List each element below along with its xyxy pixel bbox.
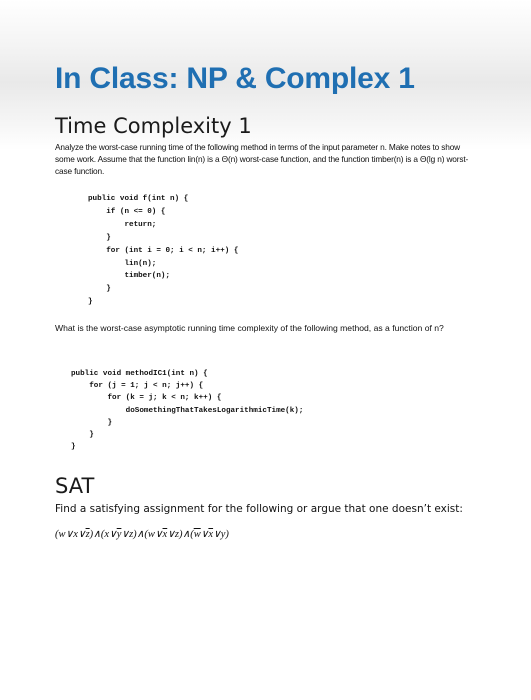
- code-line: public void methodIC1(int n) {: [71, 370, 208, 378]
- question-2-text: What is the worst-case asymptotic running time complexity of the following method, as a function of n?: [55, 323, 444, 333]
- clause-4: $(\overline{w}\vee\overline{x}\vee y)$: [190, 529, 229, 540]
- code-line: }: [88, 298, 93, 307]
- page-title: In Class: NP & Complex 1: [55, 62, 415, 95]
- code-line: }: [71, 431, 94, 440]
- sat-heading: SAT: [55, 474, 95, 498]
- clause-3: $(w\vee\overline{x}\vee z)$: [144, 529, 183, 540]
- sat-prompt: Find a satisfying assignment for the following or argue that one doesn’t exist:: [55, 503, 463, 515]
- code-block-methodIC1: [71, 368, 303, 453]
- code-block-f: [88, 193, 238, 309]
- code-line: if (n <= 0) {: [88, 207, 166, 216]
- clause-1: $(w\vee x\vee\overline{z})$: [55, 529, 94, 540]
- code-line: }: [71, 443, 76, 452]
- code-line: timber(n);: [88, 272, 171, 281]
- code-line: lin(n);: [88, 259, 157, 268]
- code-line: return;: [88, 220, 157, 229]
- time-complexity-description: Analyze the worst-case running time of the following method in terms of the input parameter n. Make notes to show some work. Assume that the function lin(n) is a Θ(n) worst-case function, and the function timber(n) is a Θ(lg n) worst-case function.: [55, 142, 469, 176]
- code-line: for (int i = 0; i < n; i++) {: [88, 246, 239, 255]
- code-line: for (j = 1; j < n; j++) {: [71, 382, 204, 391]
- code-line: for (k = j; k < n; k++) {: [71, 394, 222, 403]
- code-line: doSomethingThatTakesLogarithmicTime(k);: [71, 406, 304, 415]
- code-line: }: [71, 418, 113, 427]
- code-line: }: [88, 285, 111, 294]
- code-line: public void f(int n) {: [88, 195, 189, 203]
- time-complexity-heading: Time Complexity 1: [55, 114, 252, 138]
- clause-2: $(x\vee\overline{y}\vee z)$: [100, 529, 137, 540]
- code-line: }: [88, 233, 111, 242]
- sat-formula: $(w\vee x\vee\overline{z})\wedge(x\vee\overline{y}\vee z)\wedge(w\vee\overline{x}\vee z)\wedge(\overline{w}\vee\overline{x}\vee y)$: [55, 529, 229, 540]
